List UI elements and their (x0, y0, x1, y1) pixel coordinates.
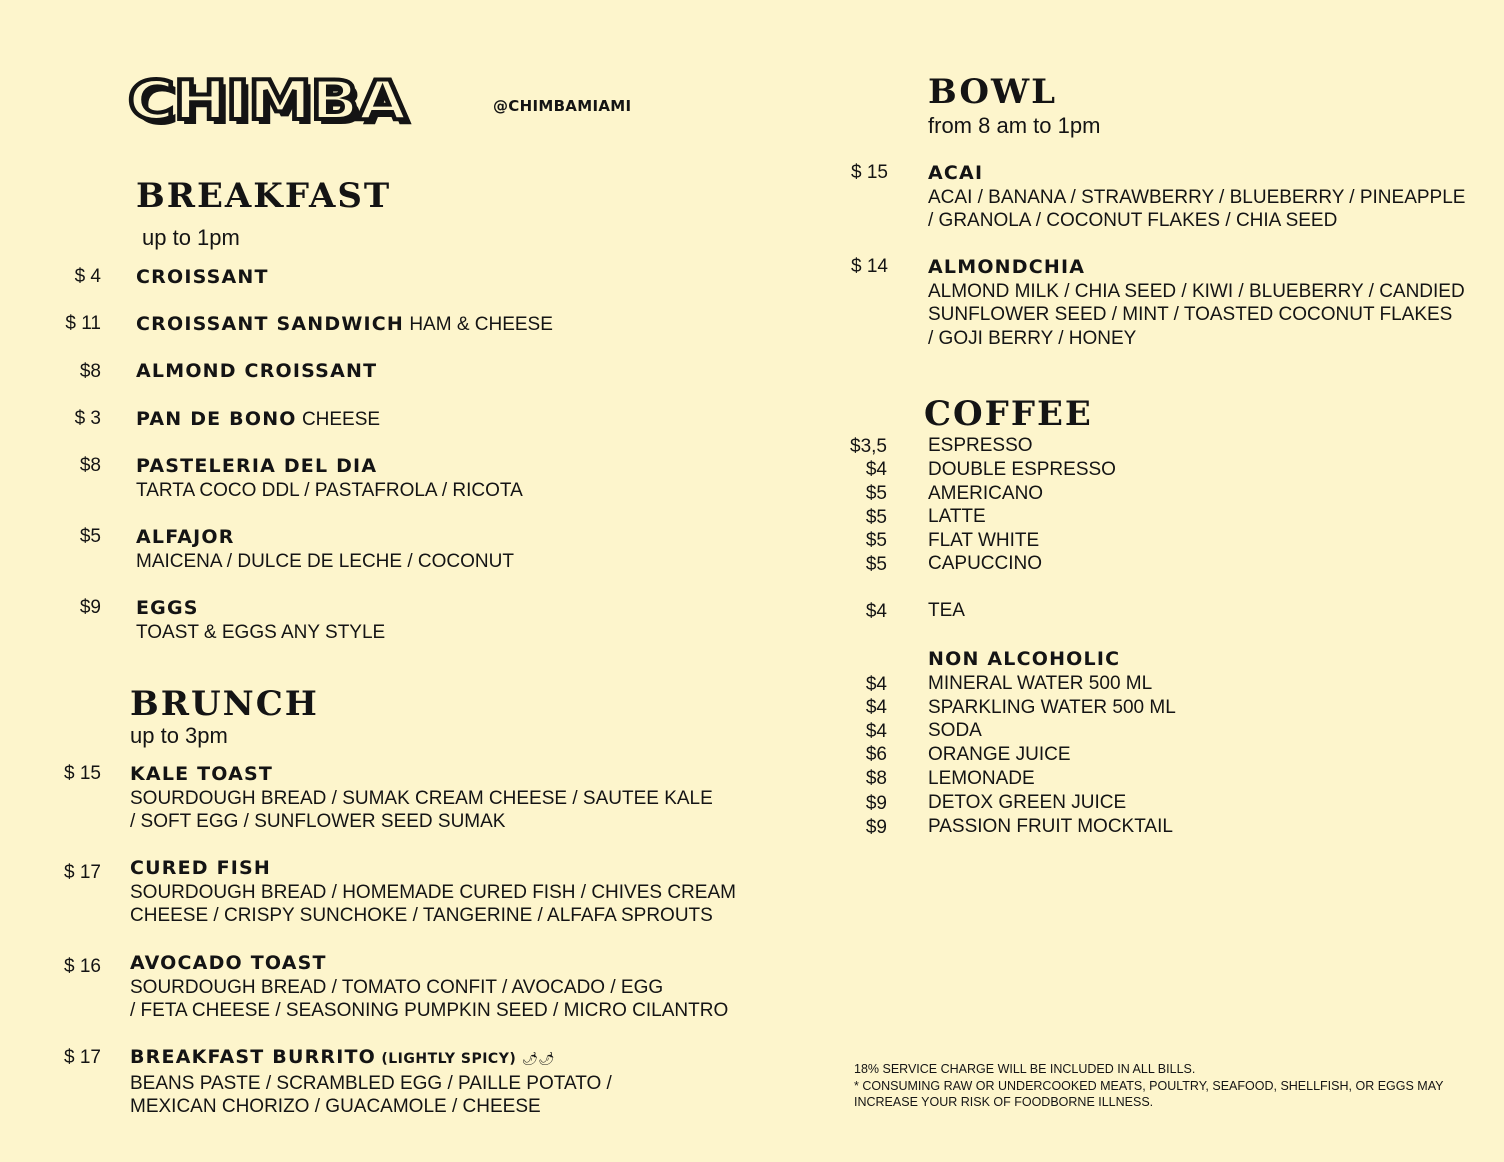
breakfast-subtitle: up to 1pm (142, 225, 240, 250)
menu-item (136, 360, 377, 384)
menu-item (130, 857, 736, 928)
item-name: KALE TOAST (130, 763, 274, 785)
drink-name: FLAT WHITE (928, 530, 1040, 551)
price: $6 (865, 744, 887, 765)
price: $ 11 (65, 313, 101, 334)
drink-name: SPARKLING WATER 500 ML (928, 697, 1176, 718)
raw-food-warning-cont: INCREASE YOUR RISK OF FOODBORNE ILLNESS. (854, 1095, 1154, 1109)
item-name: ACAI (928, 162, 984, 184)
price: $4 (865, 674, 887, 695)
menu-item (136, 408, 380, 432)
price: $9 (865, 817, 887, 838)
item-name: PAN DE BONO (136, 408, 297, 430)
service-charge-note: 18% SERVICE CHARGE WILL BE INCLUDED IN ALL BILLS. (854, 1062, 1196, 1076)
bowl-title: BOWL (928, 72, 1058, 112)
drink-name: TEA (928, 600, 965, 621)
price: $3,5 (850, 436, 887, 457)
drink-name: DETOX GREEN JUICE (928, 792, 1127, 813)
price: $ 17 (64, 1047, 101, 1068)
drink-name: LEMONADE (928, 768, 1035, 789)
price: $ 3 (74, 408, 101, 429)
footer-notes (854, 1061, 1443, 1111)
menu-item (136, 526, 514, 573)
item-name: PASTELERIA DEL DIA (136, 455, 378, 477)
menu-item (136, 455, 523, 502)
menu-item (130, 952, 728, 1023)
drink-name: SODA (928, 720, 982, 741)
non-alcoholic-title: NON ALCOHOLIC (928, 648, 1121, 670)
price: $ 4 (74, 266, 101, 287)
item-description: SUNFLOWER SEED / MINT / TOASTED COCONUT FLAKES (928, 304, 1453, 325)
menu-item (928, 162, 1465, 233)
item-extra: (LIGHTLY SPICY) (381, 1051, 517, 1067)
menu-item (136, 597, 385, 644)
price: $5 (865, 530, 887, 551)
item-name: AVOCADO TOAST (130, 952, 327, 974)
item-description: ALMOND MILK / CHIA SEED / KIWI / BLUEBERRY / CANDIED (928, 280, 1465, 302)
price: $ 15 (64, 763, 101, 784)
brunch-subtitle: up to 3pm (130, 723, 228, 748)
drink-name: ORANGE JUICE (928, 744, 1071, 765)
price: $5 (79, 526, 101, 547)
item-extra: HAM & CHEESE (409, 314, 553, 335)
price: $ 14 (851, 256, 888, 277)
bowl-subtitle: from 8 am to 1pm (928, 113, 1101, 138)
menu-item (136, 266, 269, 290)
price: $ 15 (851, 162, 888, 183)
drink-name: AMERICANO (928, 483, 1044, 504)
price: $8 (79, 361, 101, 382)
item-description: / GOJI BERRY / HONEY (928, 327, 1137, 349)
menu-item (136, 313, 553, 337)
menu-item (130, 1046, 612, 1119)
price: $9 (865, 793, 887, 814)
item-description: SOURDOUGH BREAD / TOMATO CONFIT / AVOCADO / EGG (130, 976, 664, 998)
price: $9 (79, 597, 101, 618)
item-description: / SOFT EGG / SUNFLOWER SEED SUMAK (130, 811, 506, 832)
drink-name: DOUBLE ESPRESSO (928, 459, 1116, 480)
item-description: ACAI / BANANA / STRAWBERRY / BLUEBERRY / PINEAPPLE (928, 186, 1466, 208)
price: $ 16 (64, 956, 101, 977)
price: $4 (865, 721, 887, 742)
item-description: CHEESE / CRISPY SUNCHOKE / TANGERINE / ALFAFA SPROUTS (130, 905, 713, 926)
item-description: TARTA COCO DDL / PASTAFROLA / RICOTA (136, 479, 523, 501)
price: $ 17 (64, 862, 101, 883)
breakfast-title: BREAKFAST (136, 176, 392, 216)
item-description: BEANS PASTE / SCRAMBLED EGG / PAILLE POTATO / (130, 1072, 612, 1094)
menu-item (928, 256, 1465, 350)
price: $5 (865, 554, 887, 575)
price: $4 (865, 697, 887, 718)
brunch-title: BRUNCH (130, 684, 319, 724)
item-description: SOURDOUGH BREAD / SUMAK CREAM CHEESE / SAUTEE KALE (130, 787, 713, 809)
coffee-title: COFFEE (924, 394, 1093, 434)
item-description: MEXICAN CHORIZO / GUACAMOLE / CHEESE (130, 1096, 541, 1117)
drink-name: LATTE (928, 506, 986, 527)
price: $4 (865, 601, 887, 622)
item-description: / FETA CHEESE / SEASONING PUMPKIN SEED / MICRO CILANTRO (130, 1000, 729, 1021)
drink-name: PASSION FRUIT MOCKTAIL (928, 816, 1173, 837)
menu-item (130, 763, 713, 834)
item-name: CROISSANT (136, 266, 269, 288)
price: $4 (865, 459, 887, 480)
item-extra: CHEESE (301, 409, 381, 430)
price: $5 (865, 507, 887, 528)
item-description: SOURDOUGH BREAD / HOMEMADE CURED FISH / CHIVES CREAM (130, 881, 736, 903)
item-name: ALMONDCHIA (928, 256, 1086, 278)
item-name: BREAKFAST BURRITO (130, 1046, 377, 1068)
drink-name: CAPUCCINO (928, 553, 1043, 574)
drink-name: MINERAL WATER 500 ML (928, 673, 1153, 694)
item-name: CURED FISH (130, 857, 272, 879)
drink-name: ESPRESSO (928, 435, 1033, 456)
item-name: CROISSANT SANDWICH (136, 313, 405, 335)
item-description: / GRANOLA / COCONUT FLAKES / CHIA SEED (928, 210, 1338, 231)
item-name: ALFAJOR (136, 526, 235, 548)
item-name: EGGS (136, 597, 199, 619)
chimba-logo: CHIMBA (128, 69, 407, 132)
price: $8 (865, 768, 887, 789)
price: $5 (865, 483, 887, 504)
instagram-handle: @CHIMBAMIAMI (493, 97, 632, 115)
chili-icon: 🌶🌶 (521, 1051, 555, 1066)
item-name: ALMOND CROISSANT (136, 360, 378, 382)
price: $8 (79, 455, 101, 476)
item-description: MAICENA / DULCE DE LECHE / COCONUT (136, 550, 514, 572)
raw-food-warning: * CONSUMING RAW OR UNDERCOOKED MEATS, POULTRY, SEAFOOD, SHELLFISH, OR EGGS MAY (854, 1078, 1444, 1093)
item-description: TOAST & EGGS ANY STYLE (136, 621, 386, 643)
